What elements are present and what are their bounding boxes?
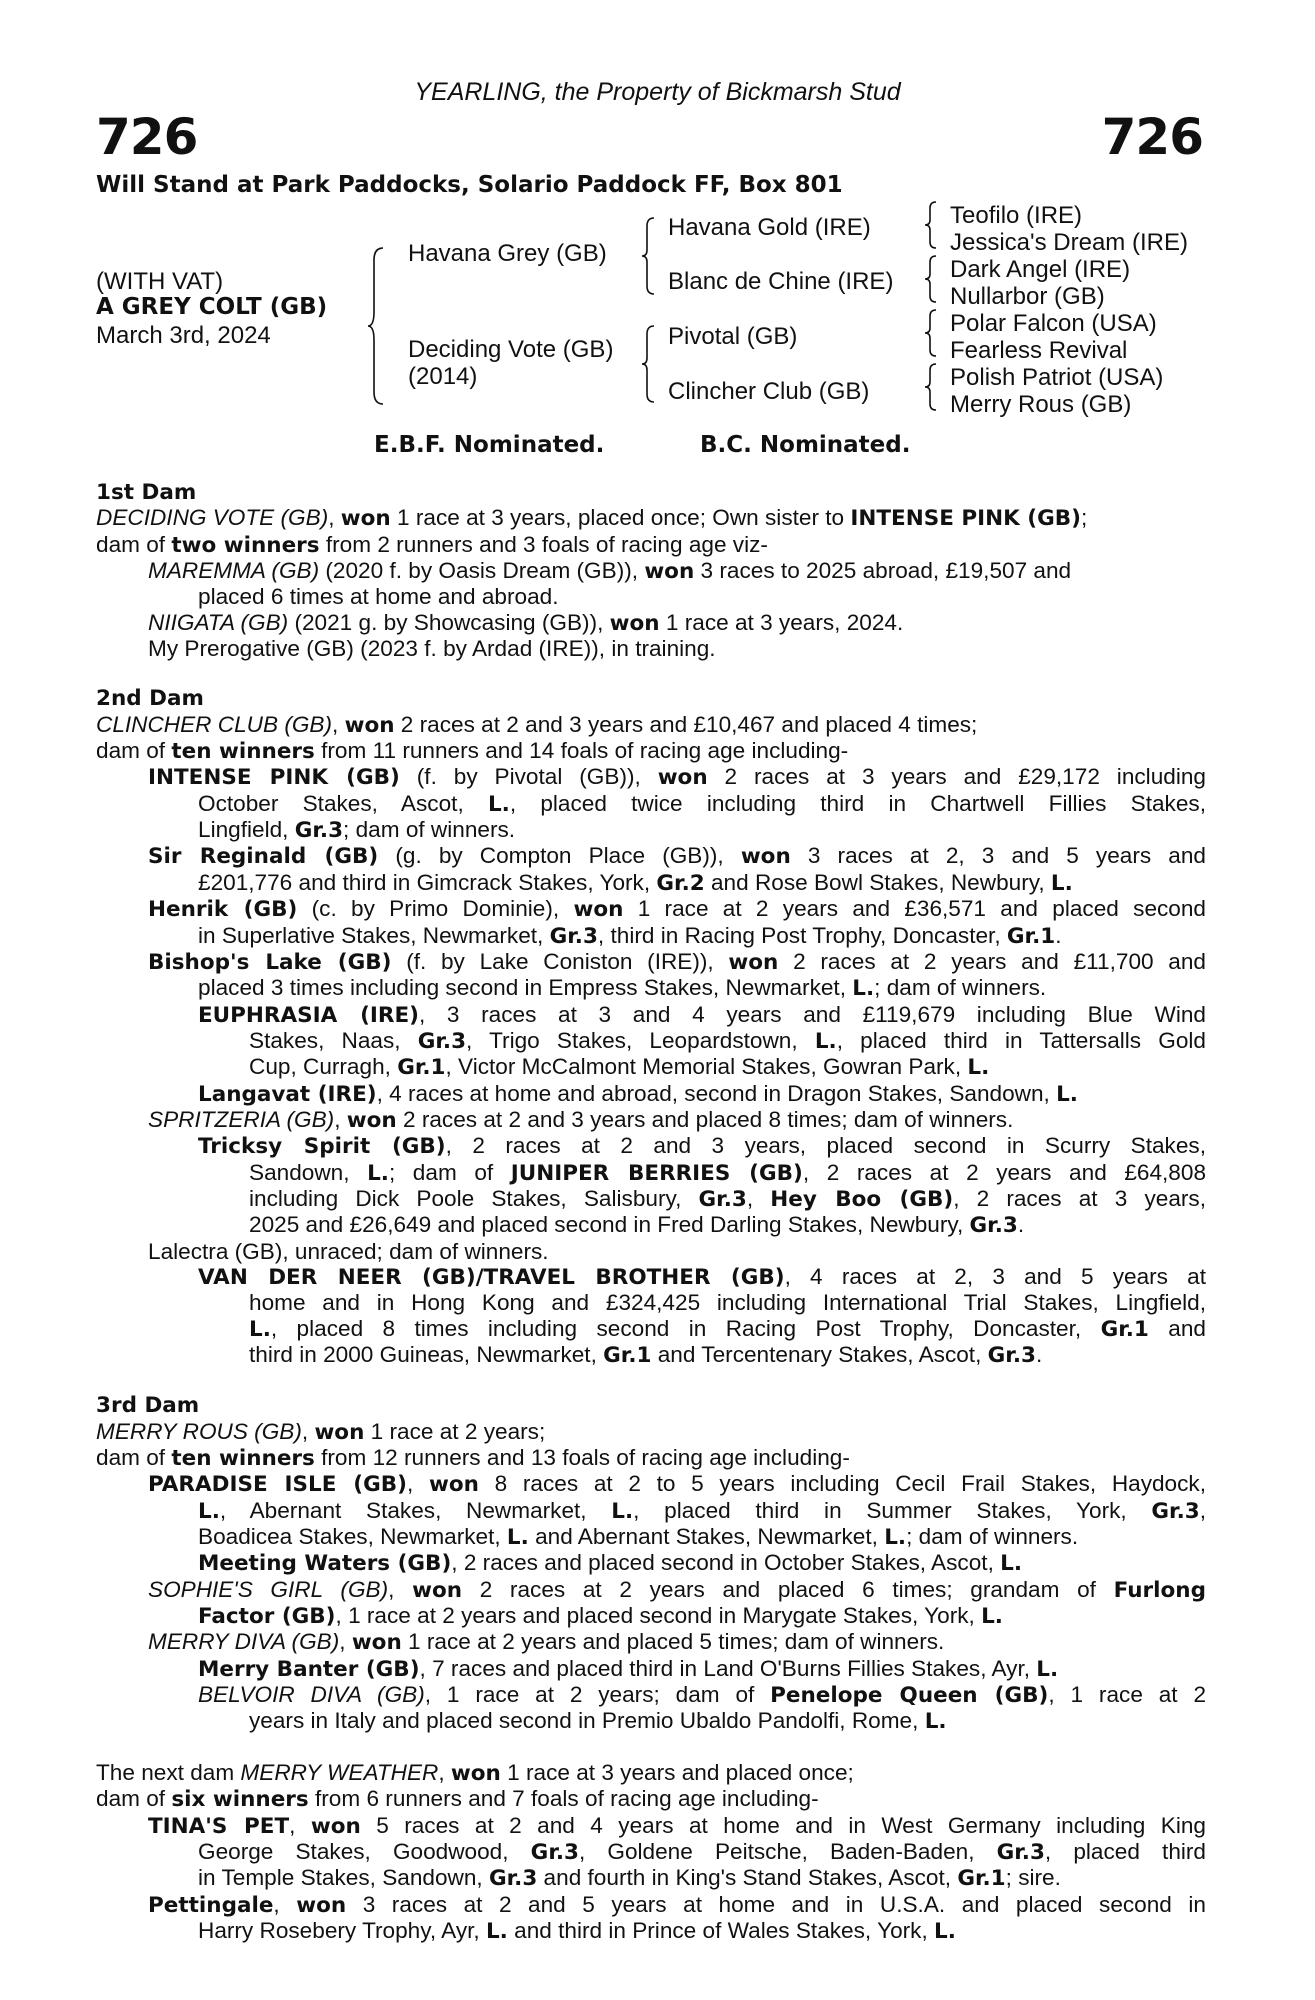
- next-dam-line: George Stakes, Goodwood, Gr.3, Goldene Peitsche, Baden-Baden, Gr.3, placed third: [198, 1838, 1206, 1865]
- second-dam-line: Cup, Curragh, Gr.1, Victor McCalmont Memorial Stakes, Gowran Park, L.: [249, 1054, 990, 1081]
- second-dam-line: Stakes, Naas, Gr.3, Trigo Stakes, Leopardstown, L., placed third in Tattersalls Gold: [249, 1027, 1206, 1054]
- page-header: YEARLING, the Property of Bickmarsh Stud: [414, 78, 901, 106]
- second-dam-line: Langavat (IRE), 4 races at home and abroad, second in Dragon Stakes, Sandown, L.: [198, 1080, 1078, 1107]
- next-dam-line: Harry Rosebery Trophy, Ayr, L. and third in Prince of Wales Stakes, York, L.: [198, 1917, 956, 1944]
- sire-name: Havana Grey (GB): [408, 240, 607, 267]
- second-dam-line: Bishop's Lake (GB) (f. by Lake Coniston (IRE)), won 2 races at 2 years and £11,700 and: [148, 948, 1206, 975]
- g3-ssd: Jessica's Dream (IRE): [950, 229, 1188, 256]
- second-dam-line: Sir Reginald (GB) (g. by Compton Place (GB)), won 3 races at 2, 3 and 5 years and: [148, 843, 1206, 870]
- next-dam-line: Pettingale, won 3 races at 2 and 5 years at home and in U.S.A. and placed second in: [148, 1891, 1206, 1918]
- g3-ddd: Merry Rous (GB): [950, 391, 1132, 418]
- next-dam-line: dam of six winners from 6 runners and 7 foals of racing age including-: [96, 1786, 819, 1813]
- second-dam-line: VAN DER NEER (GB)/TRAVEL BROTHER (GB), 4 races at 2, 3 and 5 years at: [198, 1263, 1206, 1290]
- third-dam-line: dam of ten winners from 12 runners and 13 foals of racing age including-: [96, 1445, 850, 1472]
- next-dam-line: in Temple Stakes, Sandown, Gr.3 and fourth in King's Stand Stakes, Ascot, Gr.1; sire.: [198, 1865, 1061, 1892]
- second-dam-line: £201,776 and third in Gimcrack Stakes, York, Gr.2 and Rose Bowl Stakes, Newbury, L.: [198, 869, 1073, 896]
- second-dam-line: including Dick Poole Stakes, Salisbury, Gr.3, Hey Boo (GB), 2 races at 3 years,: [249, 1185, 1206, 1212]
- third-dam-line: Factor (GB), 1 race at 2 years and placed second in Marygate Stakes, York, L.: [198, 1603, 1003, 1630]
- g3-dss: Polar Falcon (USA): [950, 310, 1157, 337]
- second-dam-line: third in 2000 Guineas, Newmarket, Gr.1 and Tercentenary Stakes, Ascot, Gr.3.: [249, 1342, 1043, 1368]
- g3-sdd: Nullarbor (GB): [950, 283, 1105, 310]
- first-dam-line: DECIDING VOTE (GB), won 1 race at 3 years, placed once; Own sister to INTENSE PINK (GB);: [96, 505, 1088, 532]
- first-dam-line: MAREMMA (GB) (2020 f. by Oasis Dream (GB)), won 3 races to 2025 abroad, £19,507 and: [148, 558, 1072, 585]
- second-dam-line: October Stakes, Ascot, L., placed twice including third in Chartwell Fillies Stakes,: [198, 790, 1206, 817]
- ebf-nominated: E.B.F. Nominated.: [374, 432, 605, 458]
- bc-nominated: B.C. Nominated.: [700, 432, 911, 458]
- horse-name: A GREY COLT (GB): [96, 294, 328, 320]
- brace-g3-4: [922, 362, 938, 412]
- second-dam-line: Sandown, L.; dam of JUNIPER BERRIES (GB), 2 races at 2 years and £64,808: [249, 1159, 1207, 1186]
- second-dam-line: INTENSE PINK (GB) (f. by Pivotal (GB)), won 2 races at 3 years and £29,172 including: [148, 764, 1206, 791]
- sire-sire: Havana Gold (IRE): [668, 214, 871, 241]
- second-dam-line: Lingfield, Gr.3; dam of winners.: [198, 817, 516, 844]
- second-dam-line: L., placed 8 times including second in Racing Post Trophy, Doncaster, Gr.1 and: [249, 1315, 1206, 1342]
- g3-dds: Polish Patriot (USA): [950, 364, 1164, 391]
- brace-g3-1: [922, 200, 938, 250]
- first-dam-line: NIIGATA (GB) (2021 g. by Showcasing (GB)), won 1 race at 3 years, 2024.: [148, 609, 904, 636]
- lot-number-right: 726: [1101, 108, 1203, 166]
- second-dam-line: Henrik (GB) (c. by Primo Dominie), won 1 race at 2 years and £36,571 and placed second: [148, 896, 1206, 923]
- g3-sss: Teofilo (IRE): [950, 202, 1083, 229]
- sire-dam: Blanc de Chine (IRE): [668, 268, 894, 295]
- next-dam-line: The next dam MERRY WEATHER, won 1 race at 3 years and placed once;: [96, 1759, 854, 1786]
- second-dam-line: 2025 and £26,649 and placed second in Fred Darling Stakes, Newbury, Gr.3.: [249, 1212, 1025, 1239]
- next-dam-line: TINA'S PET, won 5 races at 2 and 4 years at home and in West Germany including King: [148, 1812, 1206, 1839]
- third-dam-line: L., Abernant Stakes, Newmarket, L., placed third in Summer Stakes, York, Gr.3,: [198, 1497, 1206, 1524]
- brace-g3-3: [922, 308, 938, 358]
- dam-year: (2014): [408, 363, 478, 390]
- first-dam-line: dam of two winners from 2 runners and 3 foals of racing age viz-: [96, 531, 768, 558]
- g3-sds: Dark Angel (IRE): [950, 256, 1131, 283]
- third-dam-line: Boadicea Stakes, Newmarket, L. and Abernant Stakes, Newmarket, L.; dam of winners.: [198, 1524, 1079, 1551]
- second-dam-line: placed 3 times including second in Empress Stakes, Newmarket, L.; dam of winners.: [198, 975, 1047, 1002]
- first-dam-line: My Prerogative (GB) (2023 f. by Ardad (IRE)), in training.: [148, 636, 716, 662]
- first-dam-title: 1st Dam: [96, 480, 197, 505]
- dam-sire: Pivotal (GB): [668, 323, 798, 350]
- vat-note: (WITH VAT): [96, 268, 224, 295]
- dam-name: Deciding Vote (GB): [408, 336, 614, 363]
- stand-location: Will Stand at Park Paddocks, Solario Paddock FF, Box 801: [96, 172, 843, 198]
- third-dam-line: years in Italy and placed second in Premio Ubaldo Pandolfi, Rome, L.: [249, 1708, 947, 1735]
- second-dam-line: dam of ten winners from 11 runners and 14 foals of racing age including-: [96, 738, 849, 765]
- third-dam-line: Meeting Waters (GB), 2 races and placed second in October Stakes, Ascot, L.: [198, 1550, 1022, 1577]
- horse-dob: March 3rd, 2024: [96, 322, 271, 349]
- third-dam-line: Merry Banter (GB), 7 races and placed third in Land O'Burns Fillies Stakes, Ayr, L.: [198, 1655, 1059, 1682]
- brace-gen1: [366, 246, 386, 406]
- second-dam-line: Lalectra (GB), unraced; dam of winners.: [148, 1238, 549, 1264]
- g3-dsd: Fearless Revival: [950, 337, 1128, 364]
- catalogue-body: [96, 480, 1206, 1944]
- second-dam-line: CLINCHER CLUB (GB), won 2 races at 2 and 3 years and £10,467 and placed 4 times;: [96, 711, 978, 738]
- brace-g3-2: [922, 254, 938, 304]
- second-dam-line: home and in Hong Kong and £324,425 including International Trial Stakes, Lingfield,: [249, 1290, 1206, 1316]
- second-dam-line: in Superlative Stakes, Newmarket, Gr.3, third in Racing Post Trophy, Doncaster, Gr.1.: [198, 922, 1062, 949]
- third-dam-line: MERRY ROUS (GB), won 1 race at 2 years;: [96, 1418, 546, 1445]
- third-dam-title: 3rd Dam: [96, 1393, 200, 1419]
- third-dam-line: BELVOIR DIVA (GB), 1 race at 2 years; dam of Penelope Queen (GB), 1 race at 2: [198, 1682, 1207, 1709]
- third-dam-line: SOPHIE'S GIRL (GB), won 2 races at 2 years and placed 6 times; grandam of Furlong: [148, 1576, 1206, 1603]
- third-dam-line: PARADISE ISLE (GB), won 8 races at 2 to 5 years including Cecil Frail Stakes, Haydock,: [148, 1471, 1206, 1498]
- brace-sire-parents: [640, 216, 656, 296]
- first-dam-line: placed 6 times at home and abroad.: [198, 584, 559, 610]
- third-dam-line: MERRY DIVA (GB), won 1 race at 2 years and placed 5 times; dam of winners.: [148, 1629, 945, 1656]
- second-dam-line: EUPHRASIA (IRE), 3 races at 3 and 4 years and £119,679 including Blue Wind: [198, 1001, 1207, 1028]
- dam-dam: Clincher Club (GB): [668, 378, 870, 405]
- second-dam-line: Tricksy Spirit (GB), 2 races at 2 and 3 years, placed second in Scurry Stakes,: [198, 1133, 1206, 1160]
- lot-number-left: 726: [96, 108, 198, 166]
- second-dam-title: 2nd Dam: [96, 686, 204, 712]
- second-dam-line: SPRITZERIA (GB), won 2 races at 2 and 3 years and placed 8 times; dam of winners.: [148, 1106, 1014, 1133]
- brace-dam-parents: [640, 324, 656, 404]
